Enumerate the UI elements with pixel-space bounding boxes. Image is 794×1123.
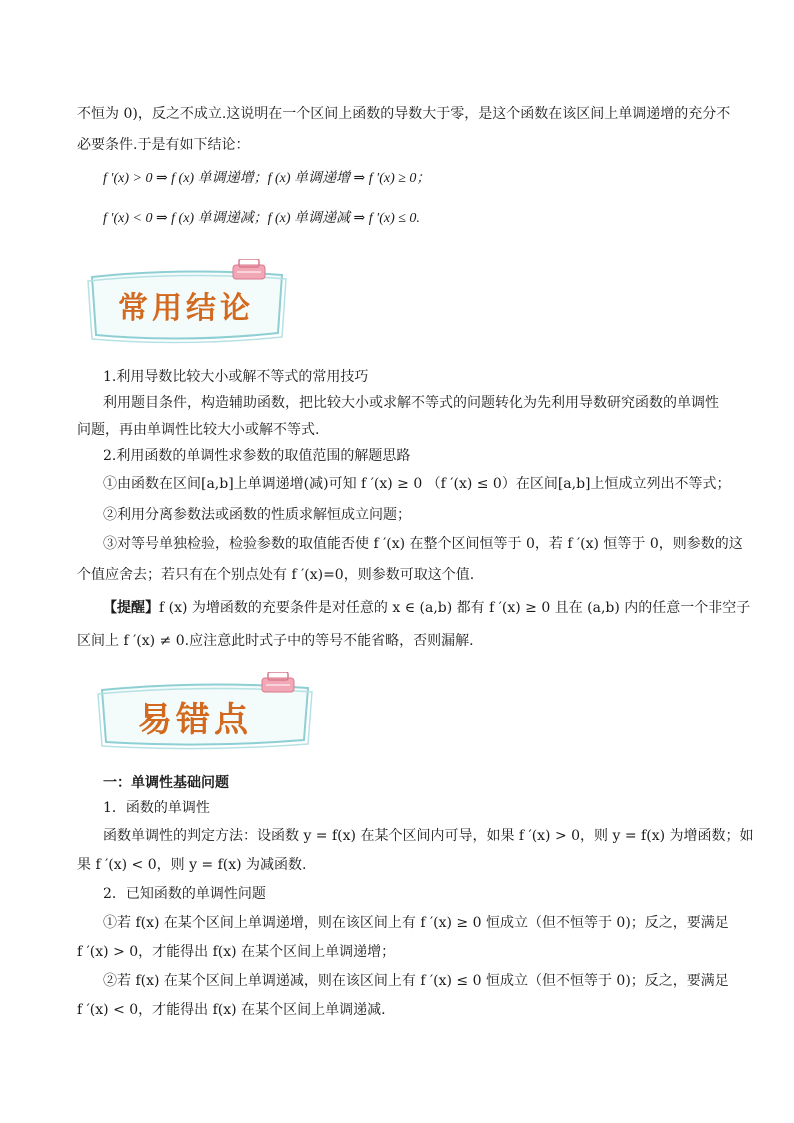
tip-line-2: 区间上 f ′(x) ≠ 0.应注意此时式子中的等号不能省略，否则漏解.	[77, 633, 474, 649]
common-para-2c: ③对等号单独检验，检验参数的取值能否使 f ′(x) 在整个区间恒等于 0，若 f ′(x) 恒等于 0，则参数的这	[103, 536, 743, 552]
error-sub-1: 1．函数的单调性	[103, 800, 210, 816]
intro-line-1: 不恒为 0)，反之不成立.这说明在一个区间上函数的导数大于零，是这个函数在该区间上单调递增的充分不	[77, 106, 731, 122]
common-para-2d: 个值应舍去；若只有在个别点处有 f ′(x)=0，则参数可取这个值.	[77, 567, 475, 583]
error-sub-1a: 函数单调性的判定方法：设函数 y = f(x) 在某个区间内可导，如果 f ′(x) > 0，则 y = f(x) 为增函数；如	[103, 828, 754, 844]
error-sub-2c: ②若 f(x) 在某个区间上单调递减，则在该区间上有 f ′(x) ≤ 0 恒成立（但不恒等于 0)；反之，要满足	[103, 973, 729, 989]
common-para-2a: ①由函数在区间[a,b]上单调递增(减)可知 f ′(x) ≥ 0 （f ′(x) ≤ 0）在区间[a,b]上恒成立列出不等式；	[103, 476, 731, 492]
error-sub-2a: ①若 f(x) 在某个区间上单调递增，则在该区间上有 f ′(x) ≥ 0 恒成立（但不恒等于 0)；反之，要满足	[103, 915, 729, 931]
tip-text-a: f (x) 为增函数的充要条件是对任意的 x ∈ (a,b) 都有 f ′(x) ≥ 0 且在 (a,b) 内的任意一个非空子	[159, 600, 751, 616]
tip-label: 【提醒】	[103, 600, 159, 616]
intro-line-2: 必要条件.于是有如下结论：	[77, 137, 250, 153]
error-section-title: 一：单调性基础问题	[103, 775, 229, 791]
banner-common-conclusion	[84, 263, 294, 345]
common-heading-1: 1.利用导数比较大小或解不等式的常用技巧	[103, 369, 369, 385]
error-sub-2b: f ′(x) > 0，才能得出 f(x) 在某个区间上单调递增；	[77, 944, 396, 960]
common-heading-2: 2.利用函数的单调性求参数的取值范围的解题思路	[103, 448, 411, 464]
paper-clip-icon	[258, 672, 298, 700]
banner-error-points	[94, 678, 319, 750]
error-sub-2d: f ′(x) < 0，才能得出 f(x) 在某个区间上单调递减.	[77, 1002, 386, 1018]
banner-error-points-title: 易错点	[138, 700, 252, 740]
common-para-2b: ②利用分离参数法或函数的性质求解恒成立问题；	[103, 507, 411, 523]
formula-decreasing: f ′(x) < 0 ⇒ f (x) 单调递减；f (x) 单调递减 ⇒ f ′(x) ≤ 0.	[103, 211, 420, 226]
error-sub-1b: 果 f ′(x) < 0，则 y = f(x) 为减函数.	[77, 857, 307, 873]
error-sub-2: 2．已知函数的单调性问题	[103, 886, 266, 902]
common-para-1b: 问题，再由单调性比较大小或解不等式.	[77, 422, 320, 438]
banner-common-conclusion-title: 常用结论	[118, 291, 254, 326]
common-para-1a: 利用题目条件，构造辅助函数，把比较大小或求解不等式的问题转化为先利用导数研究函数的单调性	[103, 395, 719, 411]
tip-line-1	[103, 598, 750, 618]
formula-increasing: f ′(x) > 0 ⇒ f (x) 单调递增；f (x) 单调递增 ⇒ f ′(x) ≥ 0；	[103, 171, 431, 186]
